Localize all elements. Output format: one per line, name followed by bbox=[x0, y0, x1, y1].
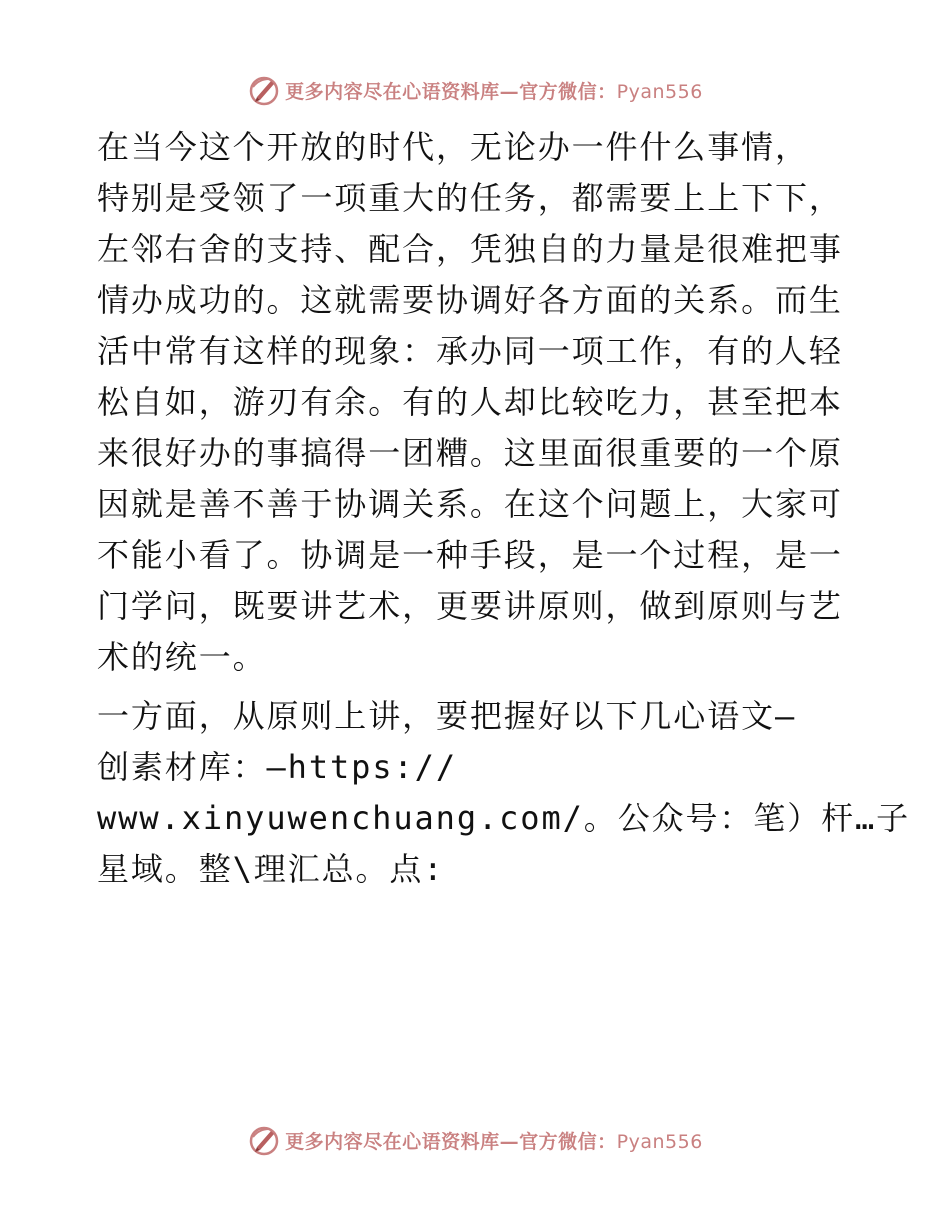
header-wechat-id: Pyan556 bbox=[616, 80, 703, 103]
text-line: 情办成功的。这就需要协调好各方面的关系。而生 bbox=[97, 281, 843, 319]
pen-circle-icon bbox=[247, 1123, 281, 1157]
text-line: 术的统一。 bbox=[97, 638, 267, 676]
text-line: 因就是善不善于协调关系。在这个问题上，大家可 bbox=[97, 485, 843, 523]
text-line: 左邻右舍的支持、配合，凭独自的力量是很难把事 bbox=[97, 230, 843, 268]
pen-circle-icon bbox=[247, 73, 281, 107]
paragraph-1 bbox=[97, 122, 857, 683]
text-line: 活中常有这样的现象：承办同一项工作，有的人轻 bbox=[97, 332, 843, 370]
footer-wechat-id: Pyan556 bbox=[616, 1130, 703, 1153]
header-banner-text: 更多内容尽在心语资料库—官方微信：Pyan556 bbox=[285, 80, 703, 103]
footer-banner bbox=[0, 1122, 950, 1158]
text-line: www.xinyuwenchuang.com/。公众号：笔）杆…子 bbox=[97, 799, 911, 837]
header-banner bbox=[0, 72, 950, 108]
document-body bbox=[97, 122, 911, 895]
text-line: 一方面，从原则上讲，要把握好以下几心语文— bbox=[97, 697, 797, 735]
paragraph-2 bbox=[97, 691, 911, 895]
text-line: 门学问，既要讲艺术，更要讲原则，做到原则与艺 bbox=[97, 587, 843, 625]
text-line: 在当今这个开放的时代，无论办一件什么事情， bbox=[97, 128, 809, 166]
text-line: 不能小看了。协调是一种手段，是一个过程，是一 bbox=[97, 536, 843, 574]
text-line: 特别是受领了一项重大的任务，都需要上上下下， bbox=[97, 179, 843, 217]
text-line: 创素材库：—https:// bbox=[97, 748, 457, 786]
text-line: 来很好办的事搞得一团糟。这里面很重要的一个原 bbox=[97, 434, 843, 472]
text-line: 松自如，游刃有余。有的人却比较吃力，甚至把本 bbox=[97, 383, 843, 421]
footer-banner-text: 更多内容尽在心语资料库—官方微信：Pyan556 bbox=[285, 1130, 703, 1153]
text-line: 星域。整\理汇总。点: bbox=[97, 850, 445, 888]
